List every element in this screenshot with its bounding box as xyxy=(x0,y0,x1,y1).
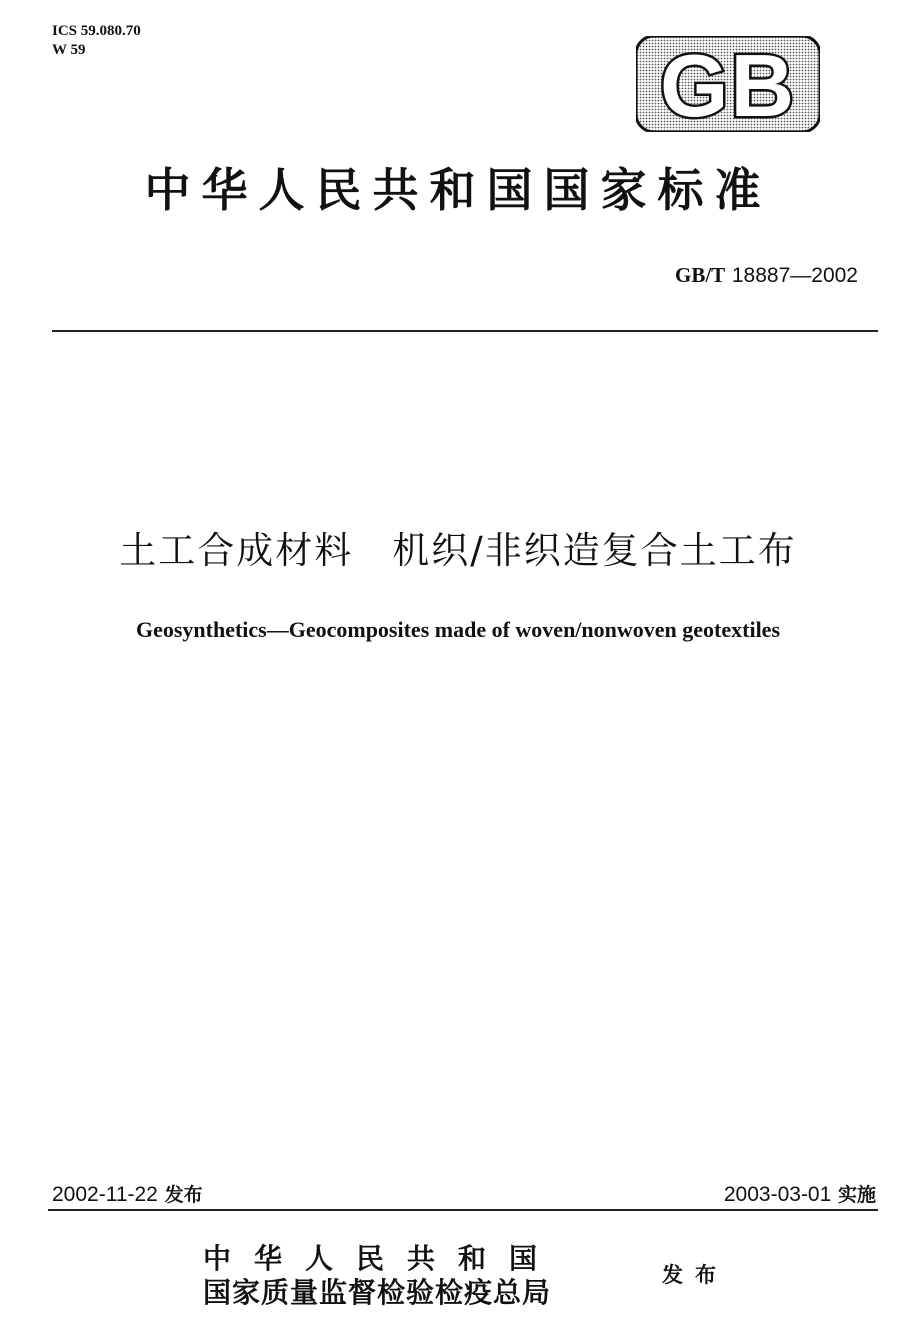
standard-prefix: GB/T xyxy=(675,263,726,287)
implementation-date-value: 2003-03-01 xyxy=(723,1183,832,1206)
category-code: W 59 xyxy=(52,42,86,58)
document-codes xyxy=(52,22,141,60)
publish-label: 发布 xyxy=(662,1262,728,1287)
standard-code: 18887—2002 xyxy=(731,264,858,287)
issue-date-label: 发布 xyxy=(164,1184,203,1206)
standard-number xyxy=(675,262,858,289)
publisher-line-1: 中华人民共和国 xyxy=(203,1242,561,1275)
national-standard-title: 中华人民共和国国家标准 xyxy=(144,163,772,217)
header-divider xyxy=(52,330,878,332)
implementation-date-label: 实施 xyxy=(837,1184,876,1206)
implementation-date xyxy=(724,1180,876,1209)
gb-logo xyxy=(636,36,820,132)
title-english: Geosynthetics—Geocomposites made of woven/nonwoven geotextiles xyxy=(135,617,781,642)
title-chinese: 土工合成材料 机织/非织造复合土工布 xyxy=(119,529,797,572)
gb-logo-text: GB xyxy=(660,36,796,132)
footer-divider xyxy=(48,1209,878,1211)
publisher-line-2: 国家质量监督检验检疫总局 xyxy=(203,1276,552,1309)
issue-date-value: 2002-11-22 xyxy=(52,1183,158,1206)
ics-code: ICS 59.080.70 xyxy=(52,23,141,39)
issue-date xyxy=(52,1180,203,1209)
